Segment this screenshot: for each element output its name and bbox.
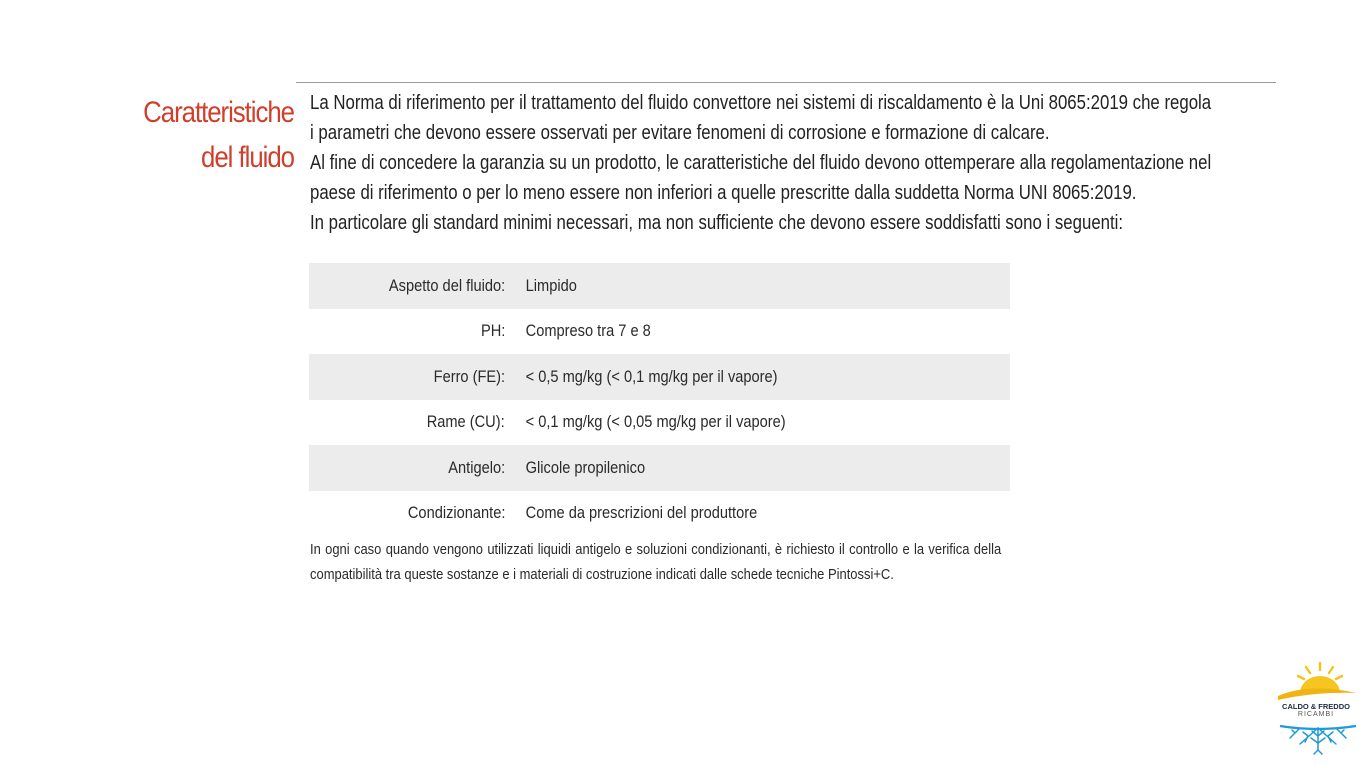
section-title <box>136 90 294 180</box>
spec-label: Condizionante: <box>407 503 505 523</box>
intro-line: paese di riferimento o per lo meno essere non inferiori a quelle prescritte dalla suddetta Norma UNI 8065:2019. <box>310 182 1137 204</box>
header-divider <box>296 82 1276 83</box>
spec-label: Rame (CU): <box>427 412 505 432</box>
spec-value: < 0,1 mg/kg (< 0,05 mg/kg per il vapore) <box>525 412 786 432</box>
table-row <box>309 491 1010 537</box>
sun-icon <box>1270 660 1362 704</box>
spec-value: Compreso tra 7 e 8 <box>525 321 651 341</box>
spec-value: Limpido <box>505 263 1010 309</box>
footnote: In ogni caso quando vengono utilizzati liquidi antigelo e soluzioni condizionanti, è richiesto il controllo e la verifica della compatibilità tra queste sostanze e i materiali di costruzione indicati dalle schede tecniche Pintossi+C. <box>310 541 1002 583</box>
table-row <box>309 309 1010 355</box>
intro-line: i parametri che devono essere osservati per evitare fenomeni di corrosione e formazione di calcare. <box>310 122 1050 144</box>
table-row <box>309 354 1010 400</box>
intro-line: In particolare gli standard minimi necessari, ma non sufficiente che devono essere soddisfatti sono i seguenti: <box>310 212 1124 234</box>
table-row <box>309 445 1010 491</box>
intro-line: La Norma di riferimento per il trattamento del fluido convettore nei sistemi di riscaldamento è la Uni 8065:2019 che regola <box>310 92 1212 114</box>
spec-label: PH: <box>480 321 505 341</box>
spec-label: Ferro (FE): <box>309 354 505 400</box>
intro-text <box>310 88 1268 238</box>
spec-label: Antigelo: <box>309 445 505 491</box>
intro-line: Al fine di concedere la garanzia su un prodotto, le caratteristiche del fluido devono ottemperare alla regolamentazione nel <box>310 152 1212 174</box>
fluid-specs-table <box>309 263 1010 536</box>
spec-label: Aspetto del fluido: <box>309 263 505 309</box>
spec-value: Come da prescrizioni del produttore <box>525 503 758 523</box>
spec-value: Glicole propilenico <box>505 445 1010 491</box>
snowflake-icon <box>1270 720 1362 760</box>
logo-name: CALDO & FREDDO <box>1282 702 1350 711</box>
spec-value: < 0,5 mg/kg (< 0,1 mg/kg per il vapore) <box>505 354 1010 400</box>
section-title-line-2: del fluido <box>201 141 294 174</box>
section-title-line-1: Caratteristiche <box>143 96 294 129</box>
table-row <box>309 400 1010 446</box>
company-logo <box>1270 660 1362 760</box>
logo-subtitle: RICAMBI <box>1297 711 1335 718</box>
table-row <box>309 263 1010 309</box>
